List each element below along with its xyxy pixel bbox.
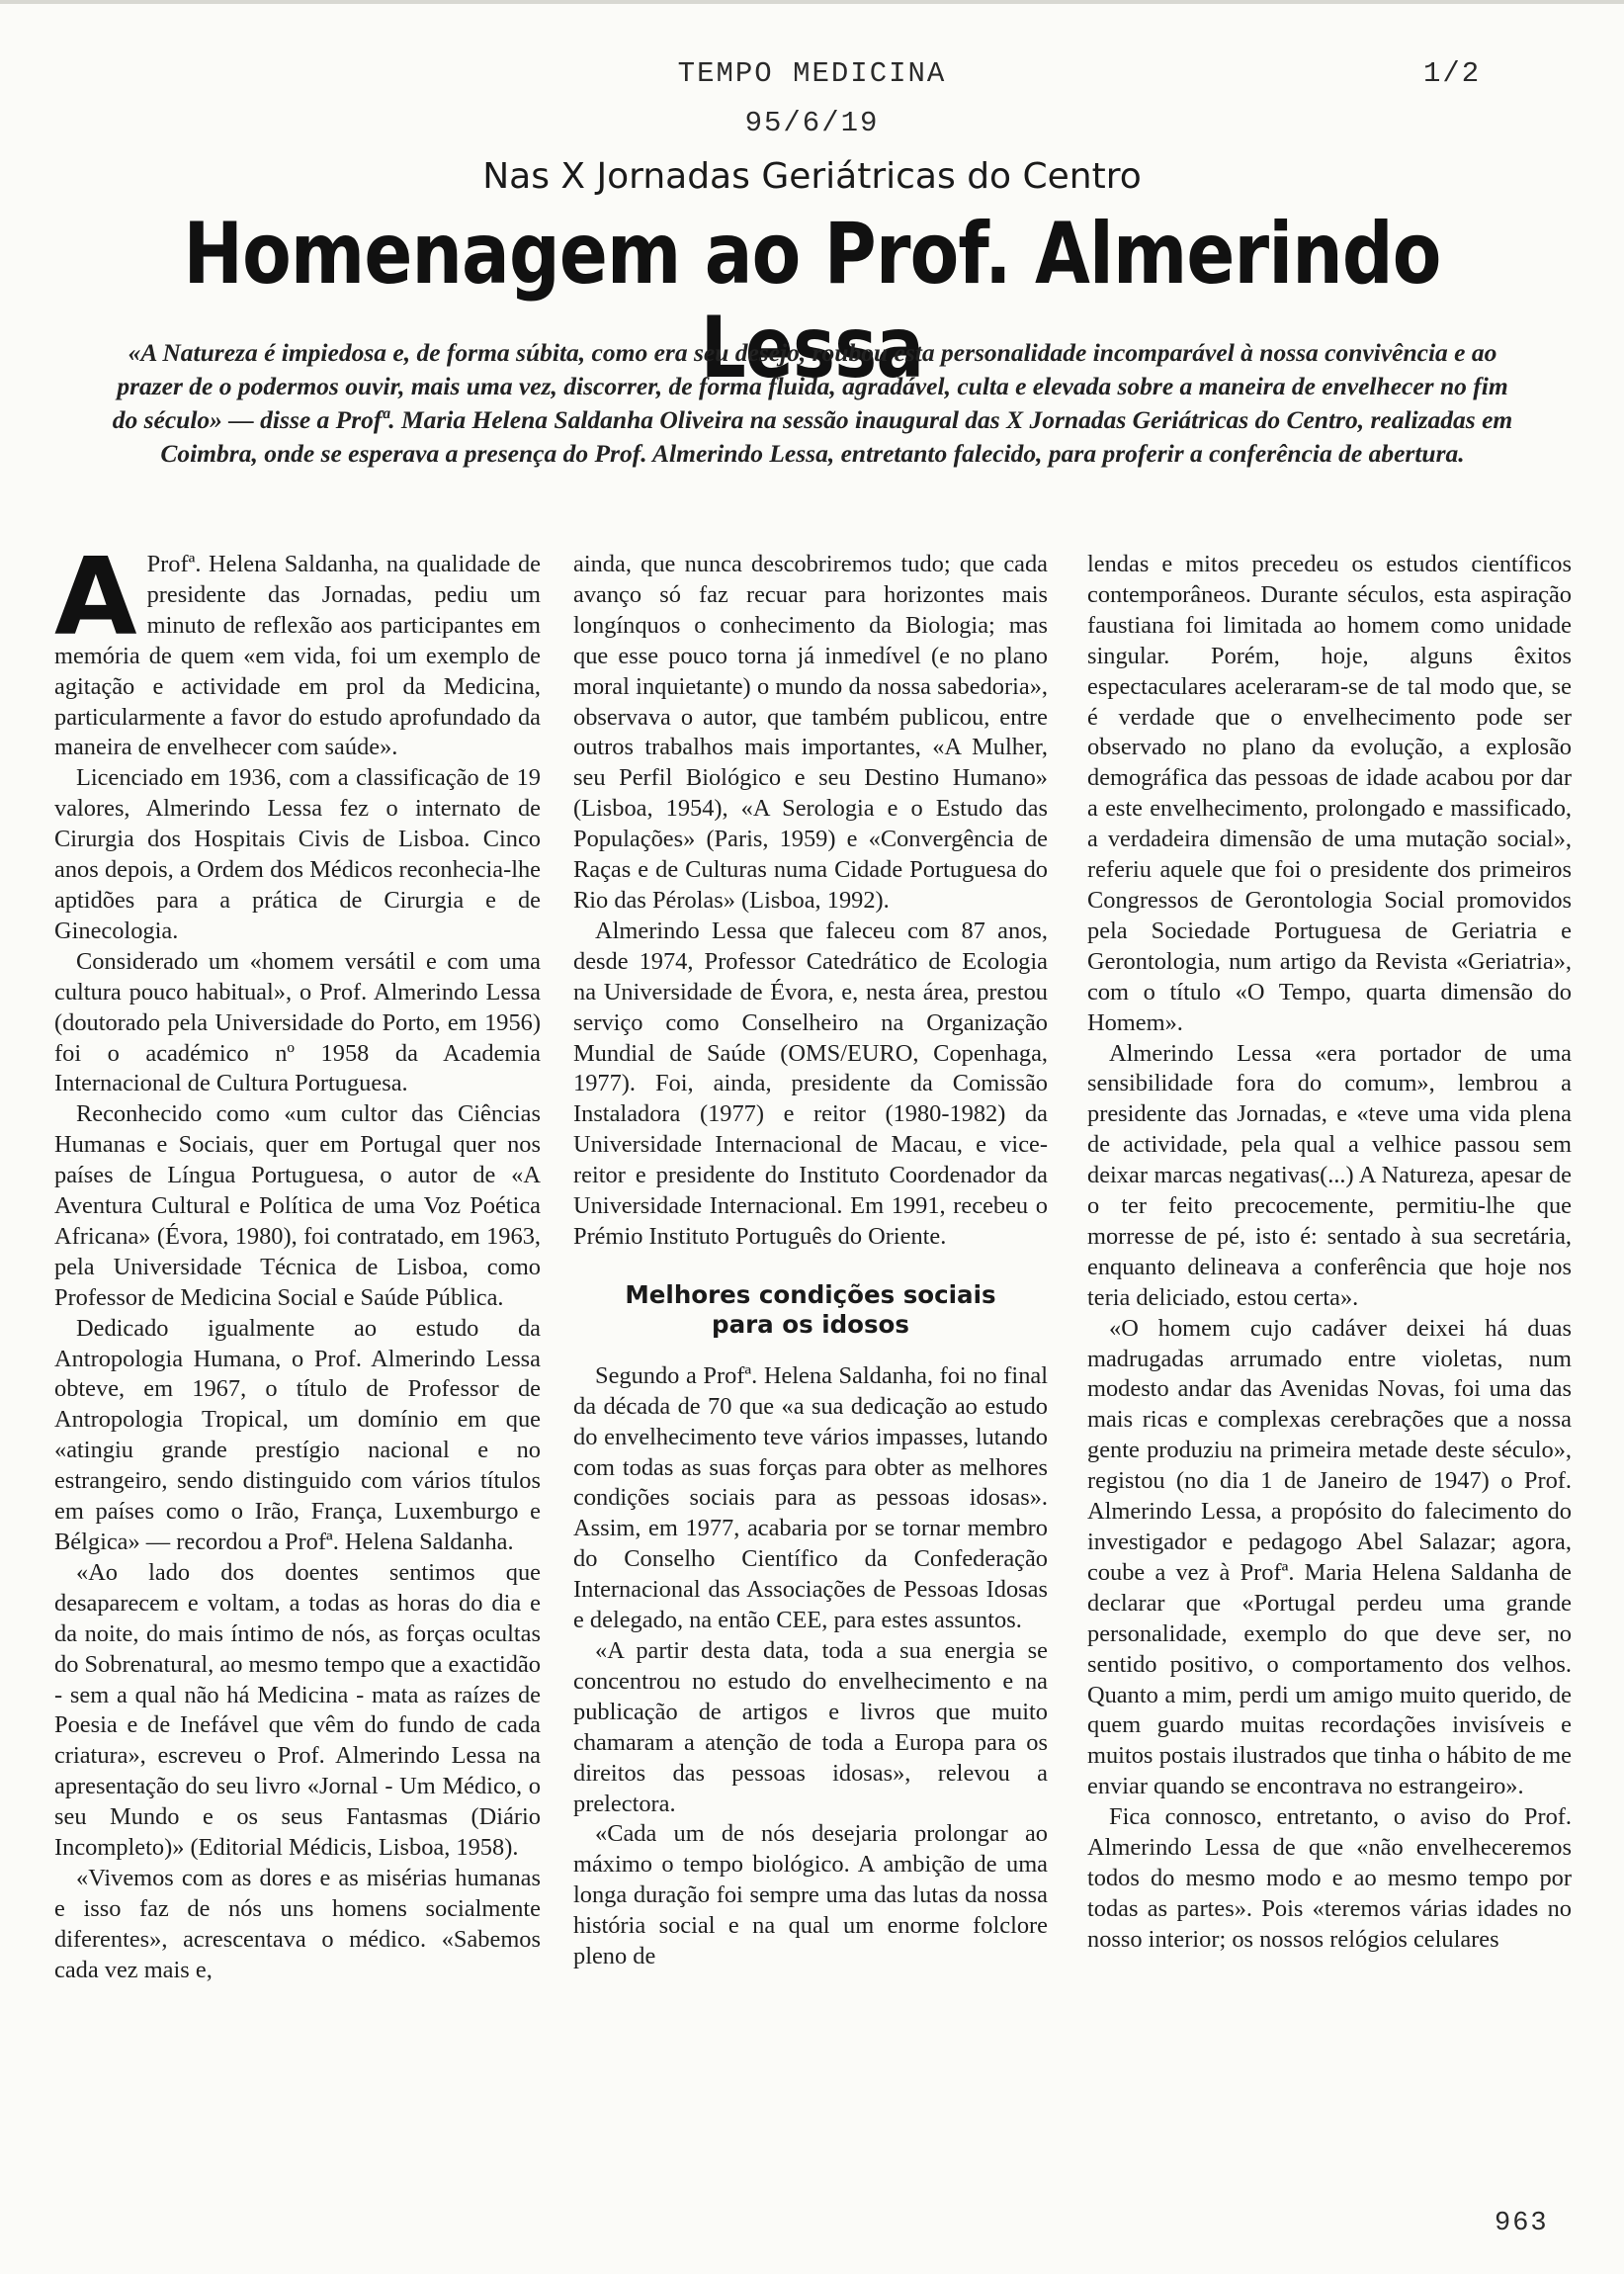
paragraph: ainda, que nunca descobriremos tudo; que cada avanço só faz recuar para horizontes mais longínquos o conhecimento da Biologia; mas que esse pouco torna já inmedível (e no plano moral inquietante) o mundo da nossa sabedoria», observava o autor, que também publicou, entre outros trabalhos mais importantes, «A Mulher, seu Perfil Biológico e seu Destino Humano» (Lisboa, 1954), «A Serologia e o Estudo das Populações» (Paris, 1959) e «Convergência de Raças e de Culturas numa Cidade Portuguesa do Rio das Pérolas» (Lisboa, 1992). bbox=[573, 551, 1048, 914]
paragraph: «O homem cujo cadáver deixei há duas madrugadas arrumado entre violetas, num modesto andar das Avenidas Novas, foi uma das mais ricas e complexas cerebrações que a nossa gente produziu na primeira metade deste século», registou (no dia 1 de Janeiro de 1947) o Prof. Almerindo Lessa, a propósito do falecimento do investigador e pedagogo Abel Salazar; agora, coube a vez à Profª. Maria Helena Saldanha de declarar que «Portugal perdeu uma grande personalidade, exemplo do que deve ser, no sentido positivo, o comportamento dos velhos. Quanto a mim, perdi um amigo muito querido, de quem guardo muitas recordações invisíveis e muitos postais ilustrados que tinha o hábito de me enviar quando se encontrava no estrangeiro». bbox=[1087, 1314, 1572, 1800]
paragraph: Licenciado em 1936, com a classificação de 19 valores, Almerindo Lessa fez o internato de Cirurgia dos Hospitais Civis de Lisboa. Cinco anos depois, a Ordem dos Médicos reconhecia-lhe aptidões para a prática de Cirurgia e de Ginecologia. bbox=[54, 764, 541, 944]
paragraph: «Ao lado dos doentes sentimos que desaparecem e voltam, a todas as horas do dia e da noite, do mais íntimo de nós, as forças ocultas do Sobrenatural, ao mesmo tempo que a exactidão - sem a qual não há Medicina - mata as raízes de Poesia e de Inefável que vêm do fundo de cada criatura», escreveu o Prof. Almerindo Lessa na apresentação do seu livro «Jornal - Um Médico, o seu Mundo e os seus Fantasmas (Diário Incompleto)» (Editorial Médicis, Lisboa, 1958). bbox=[54, 1558, 541, 1862]
paragraph: Segundo a Profª. Helena Saldanha, foi no final da década de 70 que «a sua dedicação ao estudo do envelhecimento teve vários impasses, lutando com todas as suas forças para obter as melhores condições sociais para as pessoas idosas». Assim, em 1977, acabaria por se tornar membro do Conselho Científico da Confederação Internacional das Associações de Pessoas Idosas e delegado, na então CEE, para estes assuntos. bbox=[573, 1361, 1048, 1634]
page-indicator: 1/2 bbox=[1423, 57, 1482, 90]
paragraph: Fica connosco, entretanto, o aviso do Prof. Almerindo Lessa de que «não envelheceremos todos do mesmo modo e ao mesmo tempo por todas as partes». Pois «teremos várias idades no nosso interior; os nossos relógios celulares bbox=[1087, 1803, 1572, 1953]
article-lead: «A Natureza é impiedosa e, de forma súbita, como era seu desejo, roubou esta personalidade incomparável à nossa convivência e ao prazer de o podermos ouvir, mais uma vez, discorrer, de forma fluida, agradável, culta e elevada sobre a maneira de envelhecer no fim do século» — disse a Profª. Maria Helena Saldanha Oliveira na sessão inaugural das X Jornadas Geriátricas do Centro, realizadas em Coimbra, onde se esperava a presença do Prof. Almerindo Lessa, entretanto falecido, para proferir a conferência de abertura. bbox=[112, 338, 1513, 468]
subheading-line: para os idosos bbox=[712, 1309, 909, 1339]
paragraph: Almerindo Lessa que faleceu com 87 anos, desde 1974, Professor Catedrático de Ecologia na Universidade de Évora, e, nesta área, prestou serviço como Conselheiro na Organização Mundial de Saúde (OMS/EURO, Copenhaga, 1977). Foi, ainda, presidente da Comissão Instaladora (1977) e reitor (1980-1982) da Universidade Internacional de Macau, e vice-reitor e presidente do Instituto Coordenador da Universidade Internacional. Em 1991, recebeu o Prémio Instituto Português do Oriente. bbox=[573, 917, 1048, 1250]
archive-page-number: 963 bbox=[1495, 2209, 1549, 2238]
paragraph: «A partir desta data, toda a sua energia se concentrou no estudo do envelhecimento e na publicação de artigos e livros que muito chamaram a atenção de toda a Europa para os direitos das pessoas idosas», relevou a prelectora. bbox=[573, 1637, 1048, 1817]
article-column-2 bbox=[573, 550, 1048, 1972]
article-headline: Homenagem ao Prof. Almerindo Lessa bbox=[183, 205, 1441, 397]
drop-cap: A bbox=[54, 536, 137, 659]
paragraph: «Vivemos com as dores e as misérias humanas e isso faz de nós uns homens socialmente diferentes», acrescentava o médico. «Sabemos cada vez mais e, bbox=[54, 1864, 541, 1983]
paragraph: Almerindo Lessa «era portador de uma sensibilidade fora do comum», lembrou a presidente das Jornadas, e «teve uma vida plena de actividade, pela qual a velhice passou sem deixar marcas negativas(...) A Natureza, apesar de o ter feito precocemente, permitiu-lhe que morresse de pé, isto é: sentado à sua secretária, enquanto delineava a conferência que hoje nos teria deliciado, estou certa». bbox=[1087, 1039, 1572, 1311]
scan-top-edge bbox=[0, 0, 1624, 4]
paragraph-text: Profª. Helena Saldanha, na qualidade de presidente das Jornadas, pediu um minuto de reflexão aos participantes em memória de quem «em vida, foi um exemplo de agitação e actividade em prol da Medicina, particularmente a favor do estudo aprofundado da maneira de envelhecer com saúde». bbox=[54, 551, 541, 761]
paragraph: «Cada um de nós desejaria prolongar ao máximo o tempo biológico. A ambição de uma longa duração foi sempre uma das lutas da nossa história social e na qual um enorme folclore pleno de bbox=[573, 1820, 1048, 1970]
paragraph: Considerado um «homem versátil e com uma cultura pouco habitual», o Prof. Almerindo Lessa (doutorado pela Universidade do Porto, em 1956) foi o académico nº 1958 da Academia Internacional de Cultura Portuguesa. bbox=[54, 947, 541, 1097]
article-column-1 bbox=[54, 536, 541, 1986]
subheading-line: Melhores condições sociais bbox=[625, 1279, 996, 1309]
paragraph: lendas e mitos precedeu os estudos científicos contemporâneos. Durante séculos, esta aspiração faustiana foi limitada ao homem como unidade singular. Porém, hoje, alguns êxitos espectaculares aceleraram-se de tal modo que, se é verdade que o envelhecimento pode ser observado no plano da evolução, a explosão demográfica das pessoas de idade acabou por dar a este envelhecimento, prolongado e massificado, a verdadeira dimensão de uma mutação social», referiu aquele que foi o presidente dos primeiros Congressos de Gerontologia Social promovidos pela Sociedade Portuguesa de Geriatria e Gerontologia, num artigo da Revista «Geriatria», com o título «O Tempo, quarta dimensão do Homem». bbox=[1087, 551, 1572, 1036]
publication-name: TEMPO MEDICINA bbox=[677, 57, 947, 90]
paragraph bbox=[54, 536, 541, 763]
article-kicker: Nas X Jornadas Geriátricas do Centro bbox=[482, 156, 1142, 197]
paragraph: Reconhecido como «um cultor das Ciências Humanas e Sociais, quer em Portugal quer nos países de Língua Portuguesa, o autor de «A Aventura Cultural e Política de uma Voz Poética Africana» (Évora, 1980), foi contratado, em 1963, pela Universidade Técnica de Lisboa, como Professor de Medicina Social e Saúde Pública. bbox=[54, 1100, 541, 1311]
section-subheading bbox=[573, 1280, 1048, 1340]
paragraph: Dedicado igualmente ao estudo da Antropologia Humana, o Prof. Almerindo Lessa obteve, em 1967, o título de Professor de Antropologia Tropical, um domínio em que «atingiu grande prestígio nacional e no estrangeiro, sendo distinguido com vários títulos em países como o Irão, França, Luxemburgo e Bélgica» — recordou a Profª. Helena Saldanha. bbox=[54, 1314, 541, 1555]
article-column-3 bbox=[1087, 550, 1572, 1956]
publication-date: 95/6/19 bbox=[744, 107, 880, 139]
